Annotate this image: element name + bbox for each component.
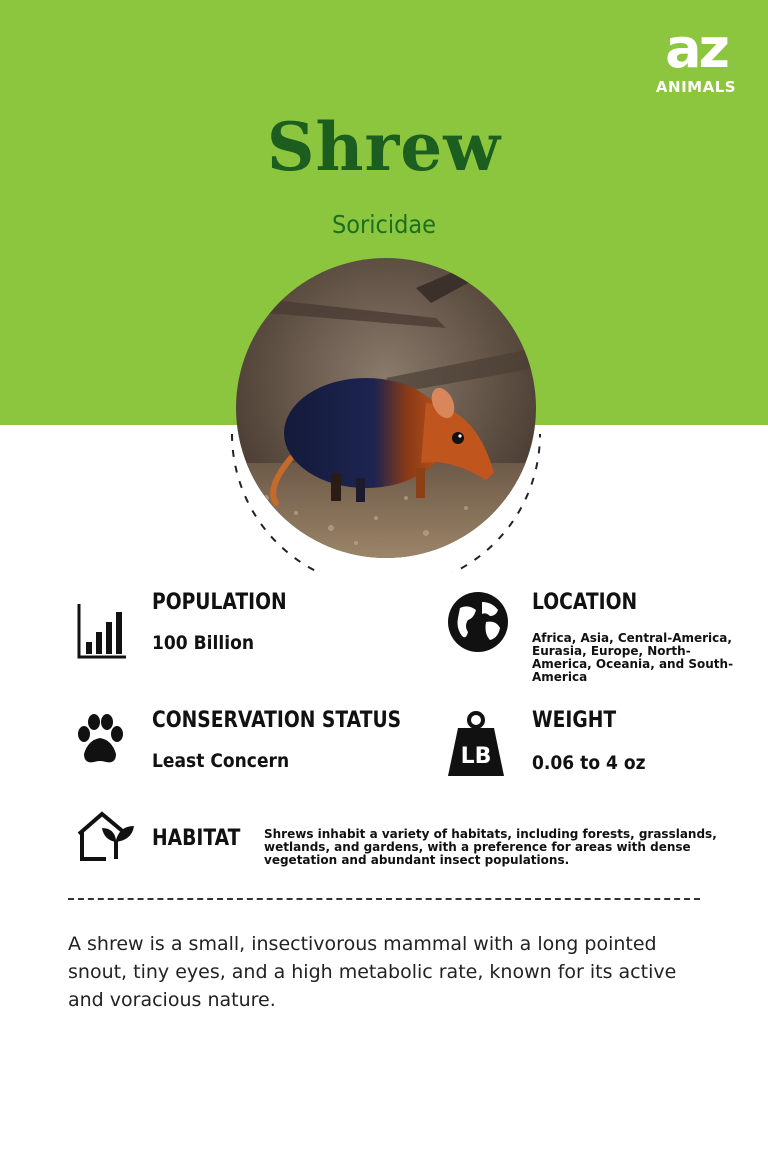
section-divider	[68, 898, 700, 900]
animal-title: Shrew	[266, 108, 502, 186]
description-text: A shrew is a small, insectivorous mammal with a long pointed snout, tiny eyes, and a high metabolic rate, known for its active and voracious nature.	[68, 933, 677, 1011]
location-label: LOCATION	[532, 590, 638, 615]
house-sprout-icon	[76, 810, 136, 862]
weight-lb-icon	[446, 710, 506, 778]
habitat-value: Shrews inhabit a variety of habitats, including forests, grasslands, wetlands, and gardens, with a preference for areas with dense vegetation and abundant insect populations.	[264, 827, 717, 867]
paw-icon	[74, 714, 126, 766]
weight-icon-text: LB	[460, 744, 492, 769]
location-value: Africa, Asia, Central-America, Eurasia, Europe, North-America, Oceania, and South-America	[532, 631, 734, 684]
weight-label: WEIGHT	[532, 708, 617, 733]
population-label: POPULATION	[152, 590, 287, 615]
scientific-name: Soricidae	[331, 210, 437, 239]
weight-value: 0.06 to 4 oz	[532, 752, 646, 774]
habitat-label: HABITAT	[152, 826, 241, 851]
logo-mark: az	[665, 17, 727, 80]
population-value: 100 Billion	[152, 632, 255, 654]
globe-icon	[446, 590, 510, 654]
az-animals-logo[interactable]	[644, 17, 748, 96]
logo-subtitle: ANIMALS	[655, 78, 737, 96]
bar-chart-icon	[76, 602, 128, 660]
shrew-photo	[236, 258, 536, 558]
conservation-label: CONSERVATION STATUS	[152, 708, 402, 733]
conservation-value: Least Concern	[152, 750, 290, 772]
